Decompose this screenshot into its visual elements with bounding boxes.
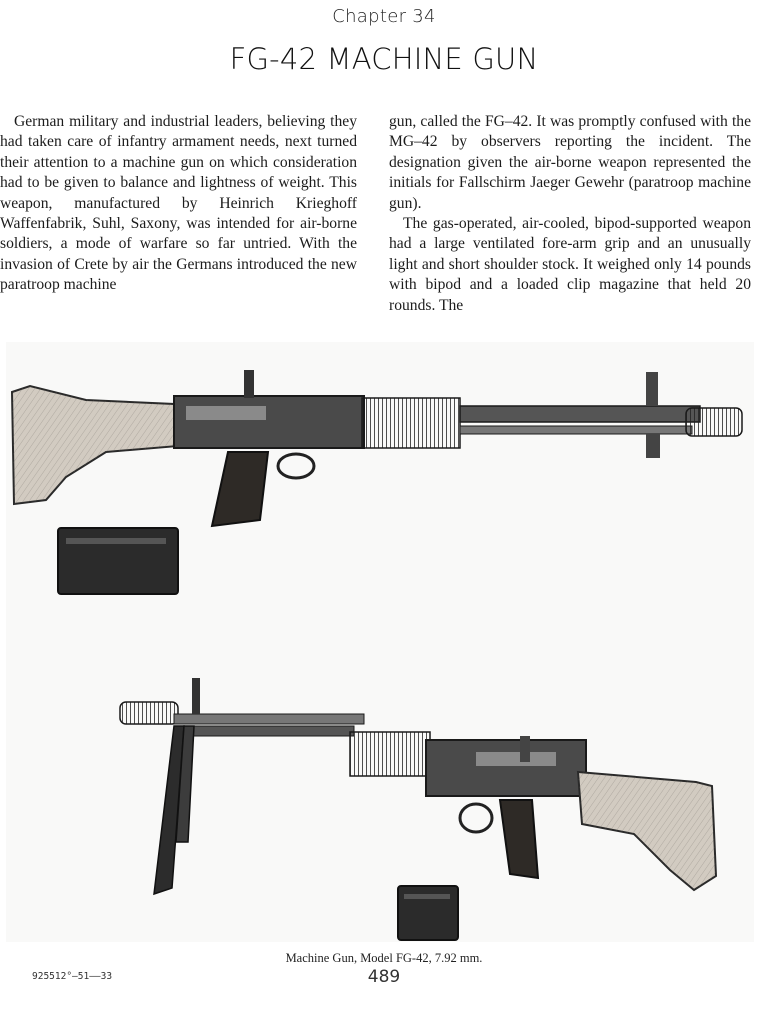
rifle-lower-grip [500,800,538,878]
rifle-upper-receiver [174,396,364,448]
figure-panel [6,342,754,942]
rifle-upper-handguard [362,398,460,448]
paragraph-intro: German military and industrial leaders, believing they had taken care of infantry armament needs, next turned their attention to a machine gun on which consideration had to be given to balance and lightness of weight. This weapon, manufactured by Heinrich Krieghoff Waffenfabrik, Suhl, Saxony, was intended for air-borne soldiers, a mode of warfare so far untried. With the invasion of Crete by air the Germans introduced the new paratroop machine [0,113,357,294]
paragraph-continuation: gun, called the FG–42. It was promptly confused with the MG–42 by observers reporting the incident. The designation given the air-borne weapon represented the initials for Fallschirm Jaeger Gewehr (paratroop machine gun). [389,113,751,212]
rifle-side-view-lower [120,678,716,894]
rifle-upper-grip [212,452,268,526]
rifle-lower-handguard [350,732,430,776]
page-title: FG-42 MACHINE GUN [229,42,539,76]
figure-illustration [6,342,754,942]
rifle-lower-barrel [174,714,364,724]
rifle-lower-muzzle-brake [120,702,178,724]
figure-caption: Machine Gun, Model FG-42, 7.92 mm. [285,951,483,965]
rifle-side-view-upper [12,370,742,526]
text-column-right [389,112,751,316]
rifle-upper-barrel [460,426,692,434]
chapter-label: Chapter 34 [332,6,436,27]
rifle-lower-receiver [426,740,586,796]
paragraph-description: The gas-operated, air-cooled, bipod-supported weapon had a large ventilated fore-arm grip and an unusually light and short shoulder stock. It weighed only 14 pounds with bipod and a loaded clip magazine that held 20 rounds. The [389,215,751,314]
print-code: 925512°—51——33 [32,971,113,982]
text-column-left [0,112,357,296]
magazine-upper [58,528,178,594]
page-number: 489 [367,967,401,987]
rifle-upper-muzzle-brake [686,408,742,436]
